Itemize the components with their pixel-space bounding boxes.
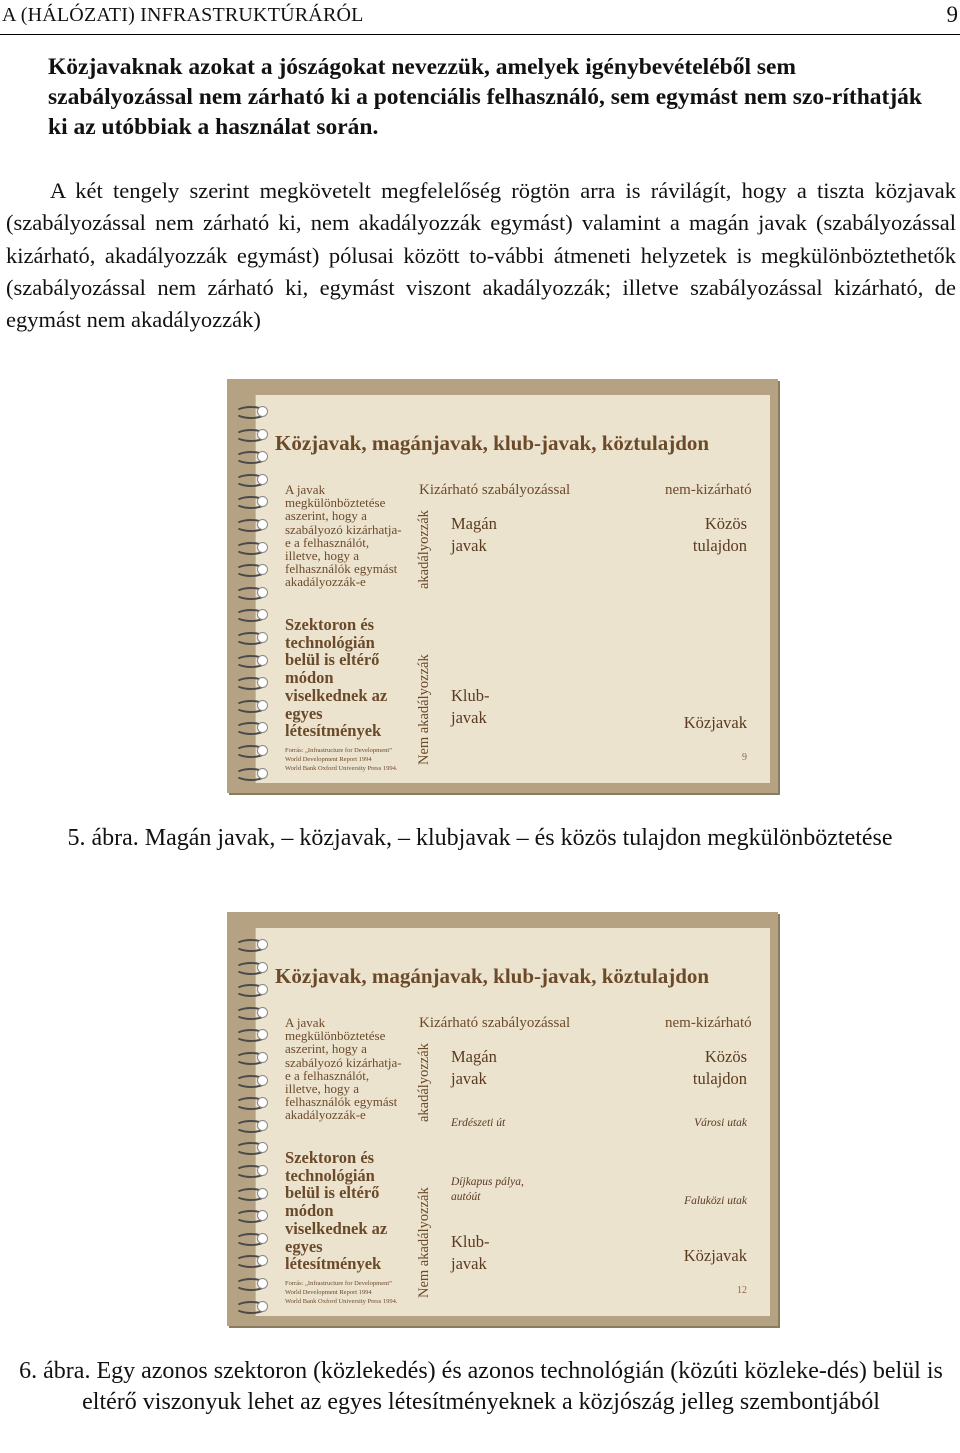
binding-ring [229, 699, 269, 711]
slide-number: 12 [737, 1285, 747, 1296]
binding-ring [229, 961, 269, 973]
figure-5-caption: 5. ábra. Magán javak, – közjavak, – klubjavak – és közös tulajdon megkülönböztetése [67, 825, 893, 851]
row-label-rival: akadályozzák [416, 1043, 432, 1122]
figure-5-slide [227, 379, 778, 793]
binding-ring [229, 518, 269, 530]
cell-common-property: Közös tulajdon [692, 514, 747, 555]
binding-ring [229, 1164, 269, 1176]
binding-ring [229, 744, 269, 756]
slide-bold-text: Szektoron és technológián belül is eltérő módon viselkednek az egyes létesítmények [285, 1148, 388, 1274]
binding-ring [229, 586, 269, 598]
binding-ring [229, 1006, 269, 1018]
binding-ring [229, 1300, 269, 1312]
slide-source: Forrás: „Infrastructure for Development” World Development Report 1994 World Bank Oxford University Press 1994. [285, 747, 398, 772]
page-number: 9 [946, 2, 958, 27]
slide-number: 9 [742, 752, 747, 763]
binding-ring [229, 1187, 269, 1199]
body-paragraph: A két tengely szerint megkövetelt megfelelőség rögtön arra is rávilágít, hogy a tiszta közjavak (szabályozással nem zárható ki, nem akadályozzák egymást) valamint a magán javak (szabályozással kizárható, akadályozzák egymást) pólusai között to-vábbi átmeneti helyzetek is megkülönböztethetők (szabályozással nem zárható ki, egymást viszont akadályozzák; illetve szabályozással kizárható, de egymást nem akadályozzák) [6, 178, 956, 333]
running-header [0, 0, 960, 35]
cell-club-goods: Klub-javak [451, 686, 490, 727]
figure-6-slide [227, 912, 778, 1326]
header-nonexcludable: nem-kizárható [665, 1015, 752, 1031]
slide-title: Közjavak, magánjavak, klub-javak, köztulajdon [275, 964, 710, 988]
binding-ring [229, 654, 269, 666]
slide-paper [255, 395, 770, 783]
binding-ring [229, 495, 269, 507]
binding-ring [229, 1209, 269, 1221]
cell-private-goods: Magán javak [451, 514, 497, 555]
cell-club-goods: Klub-javak [451, 1232, 490, 1273]
row-label-nonrival: Nem akadályozzák [416, 654, 432, 765]
binding-ring [229, 1051, 269, 1063]
binding-ring [229, 608, 269, 620]
binding-ring [229, 563, 269, 575]
slide-left-text: A javak megkülönböztetése aszerint, hogy a szabályozó kizárhatja-e a felhasználót, illetve, hogy a felhasználók egymást akadályozzák-e [285, 482, 402, 590]
row-label-nonrival: Nem akadályozzák [416, 1187, 432, 1298]
cell-public-goods: Közjavak [683, 1246, 747, 1265]
slide-paper [255, 928, 770, 1316]
binding-ring [229, 541, 269, 553]
row-label-rival: akadályozzák [416, 510, 432, 589]
binding-ring [229, 1141, 269, 1153]
binding-ring [229, 631, 269, 643]
slide-left-text: A javak megkülönböztetése aszerint, hogy a szabályozó kizárhatja-e a felhasználót, illetve, hogy a felhasználók egymást akadályozzák-e [285, 1015, 402, 1123]
binding-ring [229, 721, 269, 733]
example-intervillage-roads: Faluközi utak [684, 1195, 747, 1207]
header-excludable: Kizárható szabályozással [419, 1015, 571, 1031]
header-excludable: Kizárható szabályozással [419, 482, 571, 498]
cell-private-goods: Magán javak [451, 1047, 497, 1088]
binding-ring [229, 1096, 269, 1108]
binding-ring [229, 1232, 269, 1244]
binding-ring [229, 405, 269, 417]
example-city-roads: Városi utak [694, 1117, 747, 1129]
binding-ring [229, 676, 269, 688]
binding-ring [229, 1028, 269, 1040]
binding-ring [229, 983, 269, 995]
slide-title: Közjavak, magánjavak, klub-javak, köztulajdon [275, 431, 710, 455]
example-toll-road: Díjkapus pálya, autóút [451, 1176, 524, 1203]
slide-source: Forrás: „Infrastructure for Development” World Development Report 1994 World Bank Oxford University Press 1994. [285, 1280, 398, 1305]
binding-ring [229, 1277, 269, 1289]
binding-ring [229, 450, 269, 462]
binding-ring [229, 1119, 269, 1131]
cell-common-property: Közös tulajdon [692, 1047, 747, 1088]
header-nonexcludable: nem-kizárható [665, 482, 752, 498]
example-forest-road: Erdészeti út [451, 1117, 506, 1129]
binding-ring [229, 473, 269, 485]
binding-ring [229, 1254, 269, 1266]
binding-ring [229, 767, 269, 779]
binding-ring [229, 1074, 269, 1086]
cell-public-goods: Közjavak [683, 713, 747, 732]
binding-ring [229, 428, 269, 440]
figure-6-caption: 6. ábra. Egy azonos szektoron (közlekedés) és azonos technológián (közúti közleke-dés) belül is eltérő viszonyuk lehet az egyes létesítményeknek a közjószág jelleg szembontjából [19, 1358, 943, 1415]
binding-ring [229, 938, 269, 950]
slide-bold-text: Szektoron és technológián belül is eltérő módon viselkednek az egyes létesítmények [285, 615, 388, 741]
definition-paragraph: Közjavaknak azokat a jószágokat nevezzük, amelyek igénybevételéből sem szabályozással nem zárható ki a potenciális felhasználó, sem egymást nem szo-ríthatják ki az utóbbiak a használat során. [48, 54, 922, 140]
header-title: A (HÁLÓZATI) INFRASTRUKTÚRÁRÓL [2, 4, 364, 26]
